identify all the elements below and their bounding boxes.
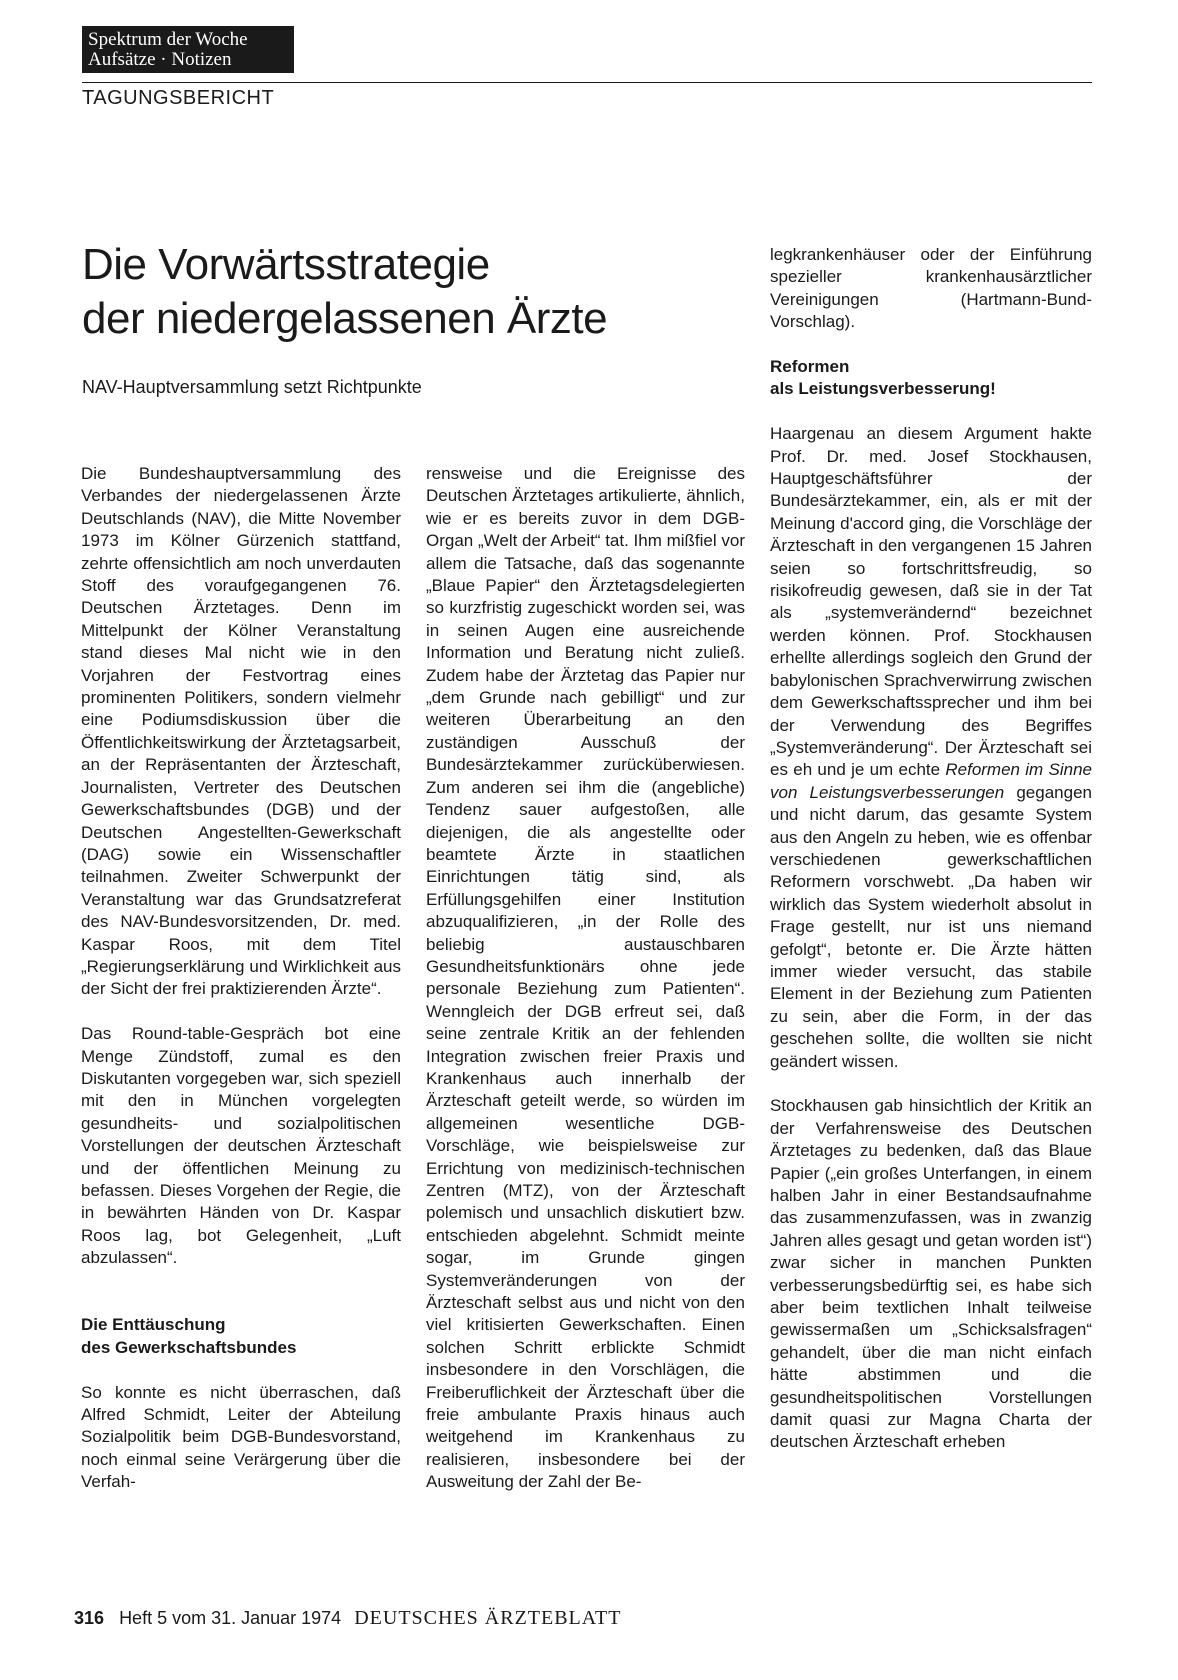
paragraph: Das Round-table-Gespräch bot eine Menge Zündstoff, zumal es den Diskutanten vorgegeben war, sich speziell mit den in München vorgelegten gesundheits- und sozialpolitischen Vorstellungen der deutschen Ärzteschaft und der öffentlichen Meinung zu befassen. Dieses Vorgehen der Regie, die in bewährten Händen von Dr. Kaspar Roos lag, bot Gelegenheit, „Luft abzulassen“.: [81, 1024, 401, 1268]
paragraph: Die Bundeshauptversammlung des Verbandes der niedergelassenen Ärzte Deutschlands (NAV), die Mitte November 1973 im Kölner Gürzenich stattfand, zehrte offensichtlich am noch unverdauten Stoff des voraufgegangenen 76. Deutschen Ärztetages. Denn im Mittelpunkt der Kölner Veranstaltung stand dieses Mal nicht wie in den Vorjahren der Festvortrag eines prominenten Politikers, sondern vielmehr eine Podiumsdiskussion über die Öffentlichkeitswirkung der Ärztetagsarbeit, an der Repräsentanten der Ärzteschaft, Journalisten, Vertreter des Deutschen Gewerkschaftsbundes (DGB) und der Deutschen Angestellten-Gewerkschaft (DAG) sowie ein Wissenschaftler teilnahmen. Zweiter Schwerpunkt der Veranstaltung war das Grundsatzreferat des NAV-Bundesvorsitzenden, Dr. med. Kaspar Roos, mit dem Titel „Regierungserklärung und Wirklichkeit aus der Sicht der frei praktizierenden Ärzte“.: [81, 464, 401, 999]
paragraph: [770, 423, 1092, 1073]
article-title-line1: Die Vorwärtsstrategie: [82, 240, 490, 289]
page-footer: [74, 1607, 621, 1630]
article-title: [82, 238, 722, 346]
paragraph-text: gegangen und nicht darum, das gesamte System aus den Angeln zu heben, wie es offenbar verschiedenen gewerkschaftlichen Reformern vorschwebt. „Da haben wir wirklich das System wiederholt absolut in Frage gestellt, nur ist uns niemand gefolgt“, betonte er. Die Ärzte hätten immer wieder versucht, das stabile Element in der Beziehung zum Patienten zu sein, aber die Form, in der das geschehen sollte, die wollten sie nicht geändert wissen.: [770, 782, 1092, 1071]
emphasis: Reformen im Sinne von Leistungsverbesserungen: [770, 760, 1092, 802]
issue-info: Heft 5 vom 31. Januar 1974: [119, 1608, 342, 1628]
paragraph: rensweise und die Ereignisse des Deutschen Ärztetages artikulierte, ähnlich, wie er es bereits zuvor in dem DGB-Organ „Welt der Arbeit“ tat. Ihm mißfiel vor allem die Tatsache, daß das sogenannte „Blaue Papier“ den Ärztetagsdelegierten so kurzfristig zugeschickt worden sei, was in seinen Augen eine ausreichende Information und Beratung nicht zuließ. Zudem habe der Ärztetag das Papier nur „dem Grunde nach gebilligt“ und zur weiteren Überarbeitung an den zuständigen Ausschuß der Bundesärztekammer zurücküberwiesen. Zum anderen sei ihm die (angebliche) Tendenz sauer aufgestoßen, alle diejenigen, die als angestellte oder beamtete Ärzte in staatlichen Einrichtungen tätig sind, als Erfüllungsgehilfen einer Institution abzuqualifizieren, „in der Rolle des beliebig austauschbaren Gesundheitsfunktionärs ohne jede personale Beziehung zum Patienten“. Wenngleich der DGB erfreut sei, daß seine zentrale Kritik an der fehlenden Integration zwischen freier Praxis und Krankenhaus auch innerhalb der Ärzteschaft geteilt werde, so würden im allgemeinen wesentliche DGB-Vorschläge, wie beispielsweise zur Errichtung von medizinisch-technischen Zentren (MTZ), von der Ärzteschaft polemisch und unsachlich diskutiert bzw. entschieden abgelehnt. Schmidt meinte sogar, im Grunde gingen Systemveränderungen von der Ärzteschaft selbst aus und nicht von den viel kritisierten Gewerkschaften. Einen solchen Schritt erblickte Schmidt insbesondere in den Vorschlägen, die Freiberuflichkeit der Ärzteschaft über die freie ambulante Praxis hinaus auch weitgehend im Krankenhaus zu realisieren, insbesondere bei der Ausweitung der Zahl der Be-: [426, 464, 745, 1492]
column-3: [770, 244, 1092, 1454]
section-heading-line1: Die Enttäuschung: [81, 1315, 226, 1335]
section-label-line1: Spektrum der Woche: [88, 29, 248, 50]
section-heading-line2: als Leistungsverbesserung!: [770, 379, 996, 399]
section-label-line2: Aufsätze · Notizen: [88, 49, 232, 70]
article-subtitle: NAV-Hauptversammlung setzt Richtpunkte: [82, 377, 422, 397]
journal-name: DEUTSCHES ÄRZTEBLATT: [354, 1607, 622, 1629]
article-title-line2: der niedergelassenen Ärzte: [82, 294, 608, 343]
header-rule: [82, 82, 1092, 83]
section-label: [82, 26, 294, 73]
paragraph: legkrankenhäuser oder der Einführung spezieller krankenhausärztlicher Vereinigungen (Hartmann-Bund-Vorschlag).: [770, 245, 1092, 332]
section-heading-line1: Reformen: [770, 357, 850, 377]
section-heading: [81, 1314, 401, 1359]
section-heading: [770, 356, 1092, 401]
paragraph: So konnte es nicht überraschen, daß Alfred Schmidt, Leiter der Abteilung Sozialpolitik beim DGB-Bundesvorstand, noch einmal seine Verärgerung über die Verfah-: [81, 1382, 401, 1492]
column-2: [426, 463, 745, 1494]
paragraph-text: Haargenau an diesem Argument hakte Prof. Dr. med. Josef Stockhausen, Hauptgeschäftsführer der Bundesärztekammer, ein, als er mit der Meinung d'accord ging, die Vorschläge der Ärzteschaft in den vergangenen 15 Jahren seien so fortschrittsfreudig, so risikofreudig gewesen, daß sie in der Tat als „systemverändernd“ bezeichnet werden können. Prof. Stockhausen erhellte allerdings sogleich den Grund der babylonischen Sprachverwirrung zwischen dem Gewerkschaftssprecher und ihm bei der Verwendung des Begriffes „Systemveränderung“. Der Ärzteschaft sei es eh und je um echte: [770, 424, 1092, 780]
paragraph: Stockhausen gab hinsichtlich der Kritik an der Verfahrensweise des Deutschen Ärztetages zu bedenken, daß das Blaue Papier („ein großes Unterfangen, in einem halben Jahr in einer Bestandsaufnahme das zusammenzufassen, was in zwanzig Jahren alles gesagt und getan worden ist“) zwar sicher in manchen Punkten verbesserungsbedürftig sei, es habe sich aber beim textlichen Inhalt teilweise gewissermaßen um „Schicksalsfragen“ gehandelt, über die man nicht einfach hätte abstimmen und die gesundheitspolitischen Vorstellungen damit quasi zur Magna Charta der deutschen Ärzteschaft erheben: [770, 1096, 1092, 1452]
column-1: [81, 463, 401, 1494]
kicker: TAGUNGSBERICHT: [82, 87, 275, 109]
page-number: 316: [74, 1608, 105, 1628]
section-heading-line2: des Gewerkschaftsbundes: [81, 1337, 297, 1357]
